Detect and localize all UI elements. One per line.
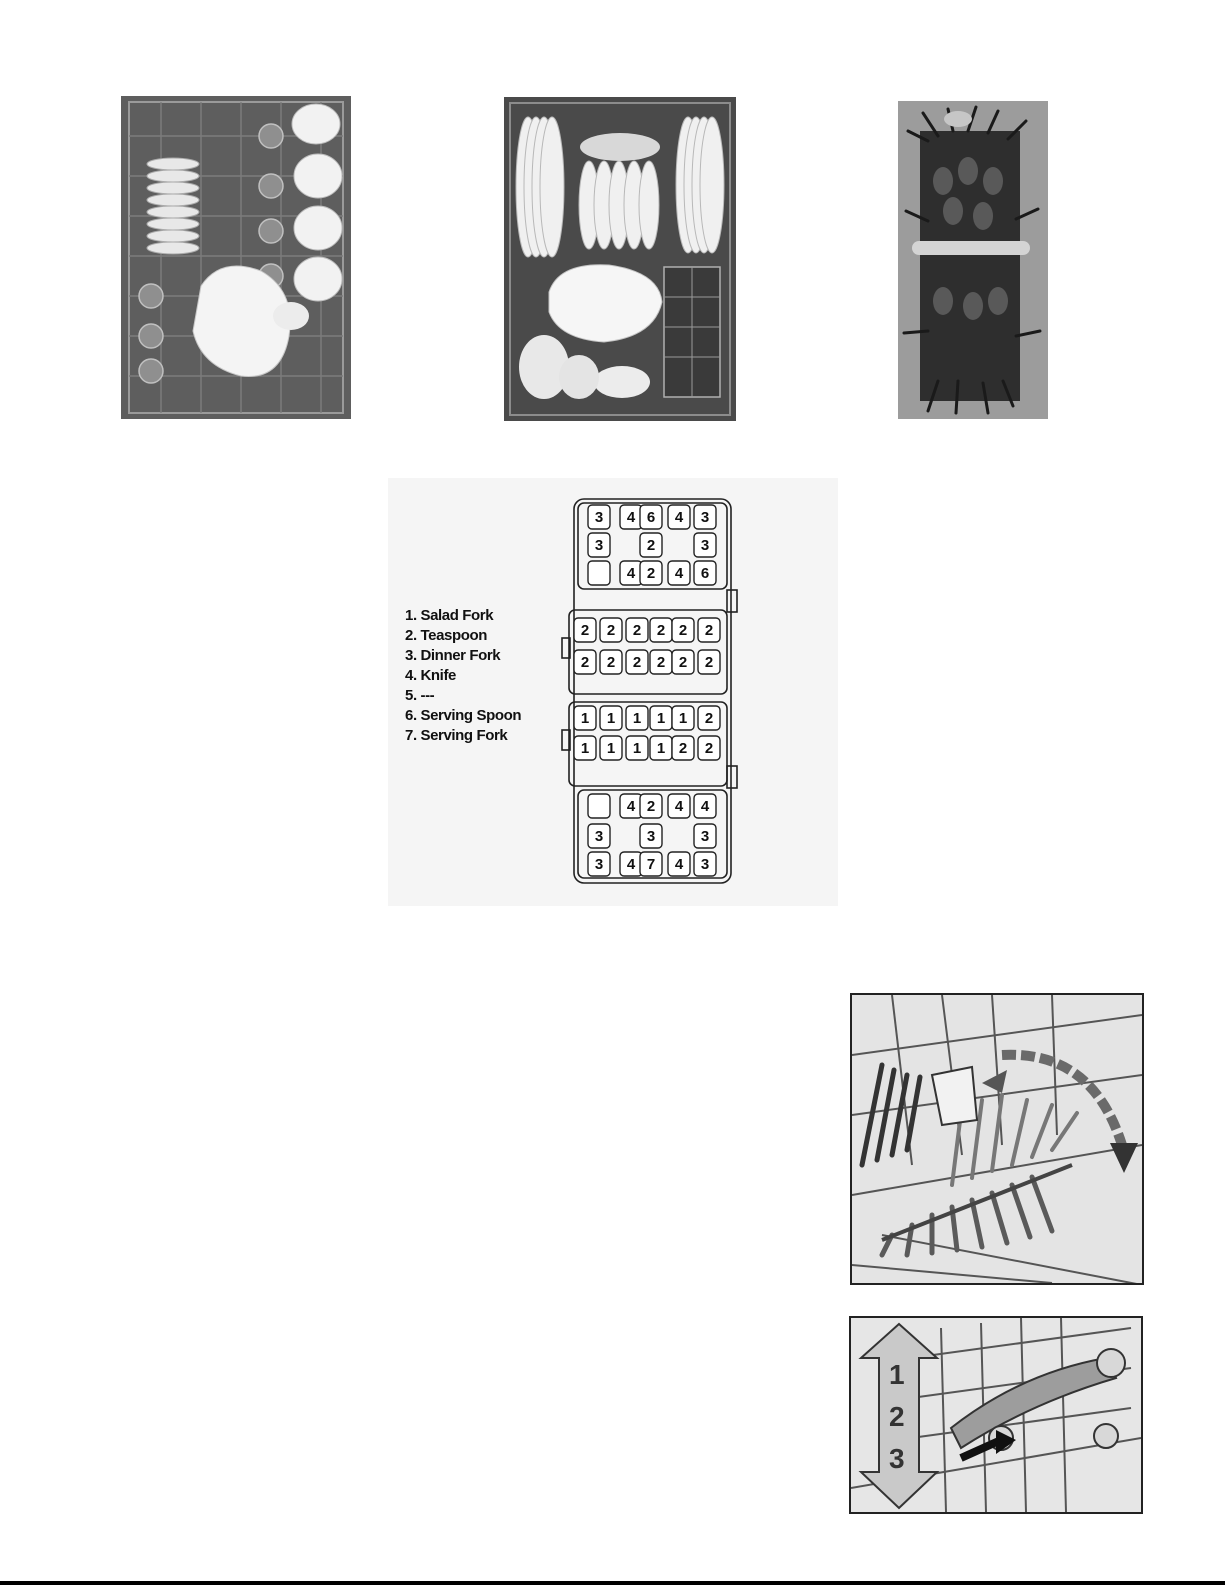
basket-cell-label: 2: [646, 565, 656, 582]
basket-cell-label: 2: [632, 654, 642, 671]
basket-layout-svg: [388, 478, 838, 906]
height-level-2: 2: [889, 1401, 905, 1432]
basket-cell-label: 3: [594, 509, 604, 526]
cutlery-basket-diagram: [388, 478, 838, 906]
basket-cell-label: 2: [646, 798, 656, 815]
basket-cell-label: 6: [646, 509, 656, 526]
basket-cell-label: 2: [678, 622, 688, 639]
legend-item-salad-fork: 1. Salad Fork: [405, 607, 494, 624]
basket-cell-label: 4: [626, 565, 636, 582]
basket-cell: [588, 794, 610, 818]
basket-cell-label: 1: [678, 710, 688, 727]
height-level-3: 3: [889, 1443, 905, 1474]
basket-cell-label: 2: [704, 622, 714, 639]
basket-cell-label: 2: [606, 654, 616, 671]
upper-rack-photo: [121, 96, 351, 419]
basket-cell-label: 2: [704, 710, 714, 727]
basket-cell-label: 4: [674, 798, 684, 815]
basket-cell-label: 2: [704, 740, 714, 757]
basket-cell-label: 2: [656, 622, 666, 639]
basket-cell-label: 7: [646, 856, 656, 873]
legend-item-knife: 4. Knife: [405, 667, 456, 684]
basket-cell-label: 1: [632, 740, 642, 757]
basket-cell-label: 3: [700, 856, 710, 873]
basket-cell-label: 4: [700, 798, 710, 815]
lower-rack-photo: [504, 97, 736, 421]
basket-cell-label: 4: [626, 798, 636, 815]
basket-cell-label: 4: [626, 856, 636, 873]
cutlery-basket-photo-icon: [898, 101, 1048, 419]
height-level-1: 1: [889, 1359, 905, 1390]
basket-cell-label: 3: [594, 856, 604, 873]
basket-cell-label: 1: [606, 740, 616, 757]
basket-cell-label: 3: [594, 828, 604, 845]
legend-item-serving-spoon: 6. Serving Spoon: [405, 707, 522, 724]
basket-cell-label: 3: [700, 828, 710, 845]
basket-cell-label: 2: [646, 537, 656, 554]
basket-cell-label: 2: [580, 622, 590, 639]
upper-rack-cups-glasses-photo-icon: [121, 96, 351, 419]
basket-cell-label: 1: [632, 710, 642, 727]
basket-cell-label: 2: [632, 622, 642, 639]
basket-cell-label: 3: [700, 509, 710, 526]
legend-item-dinner-fork: 3. Dinner Fork: [405, 647, 501, 664]
fold-down-tines-illustration-icon: [852, 995, 1142, 1283]
rack-height-adjust-illustration: [849, 1316, 1143, 1514]
basket-cell-label: 2: [606, 622, 616, 639]
basket-cell-label: 3: [700, 537, 710, 554]
basket-cell-label: 2: [580, 654, 590, 671]
fold-down-tines-illustration: [850, 993, 1144, 1285]
legend-item-serving-fork: 7. Serving Fork: [405, 727, 508, 744]
page-bottom-rule: [0, 1581, 1225, 1585]
basket-cell-label: 4: [626, 509, 636, 526]
basket-cell-label: 1: [580, 710, 590, 727]
legend-item-teaspoon: 2. Teaspoon: [405, 627, 488, 644]
basket-cell-label: 1: [656, 740, 666, 757]
basket-cell: [588, 561, 610, 585]
basket-cell-label: 2: [678, 654, 688, 671]
basket-cell-label: 6: [700, 565, 710, 582]
rack-height-adjust-illustration-icon: [851, 1318, 1141, 1512]
basket-cell-label: 2: [656, 654, 666, 671]
basket-cell-label: 4: [674, 509, 684, 526]
lower-rack-plates-bowls-photo-icon: [504, 97, 736, 421]
basket-cell-label: 1: [580, 740, 590, 757]
basket-cell-label: 4: [674, 856, 684, 873]
basket-cell-label: 2: [678, 740, 688, 757]
basket-cell-label: 1: [656, 710, 666, 727]
basket-cell-label: 3: [594, 537, 604, 554]
basket-cell-label: 3: [646, 828, 656, 845]
cutlery-basket-photo: [898, 101, 1048, 419]
legend-item-5: 5. ---: [405, 687, 435, 704]
basket-cell-label: 2: [704, 654, 714, 671]
basket-cell-label: 4: [674, 565, 684, 582]
basket-cell-label: 1: [606, 710, 616, 727]
